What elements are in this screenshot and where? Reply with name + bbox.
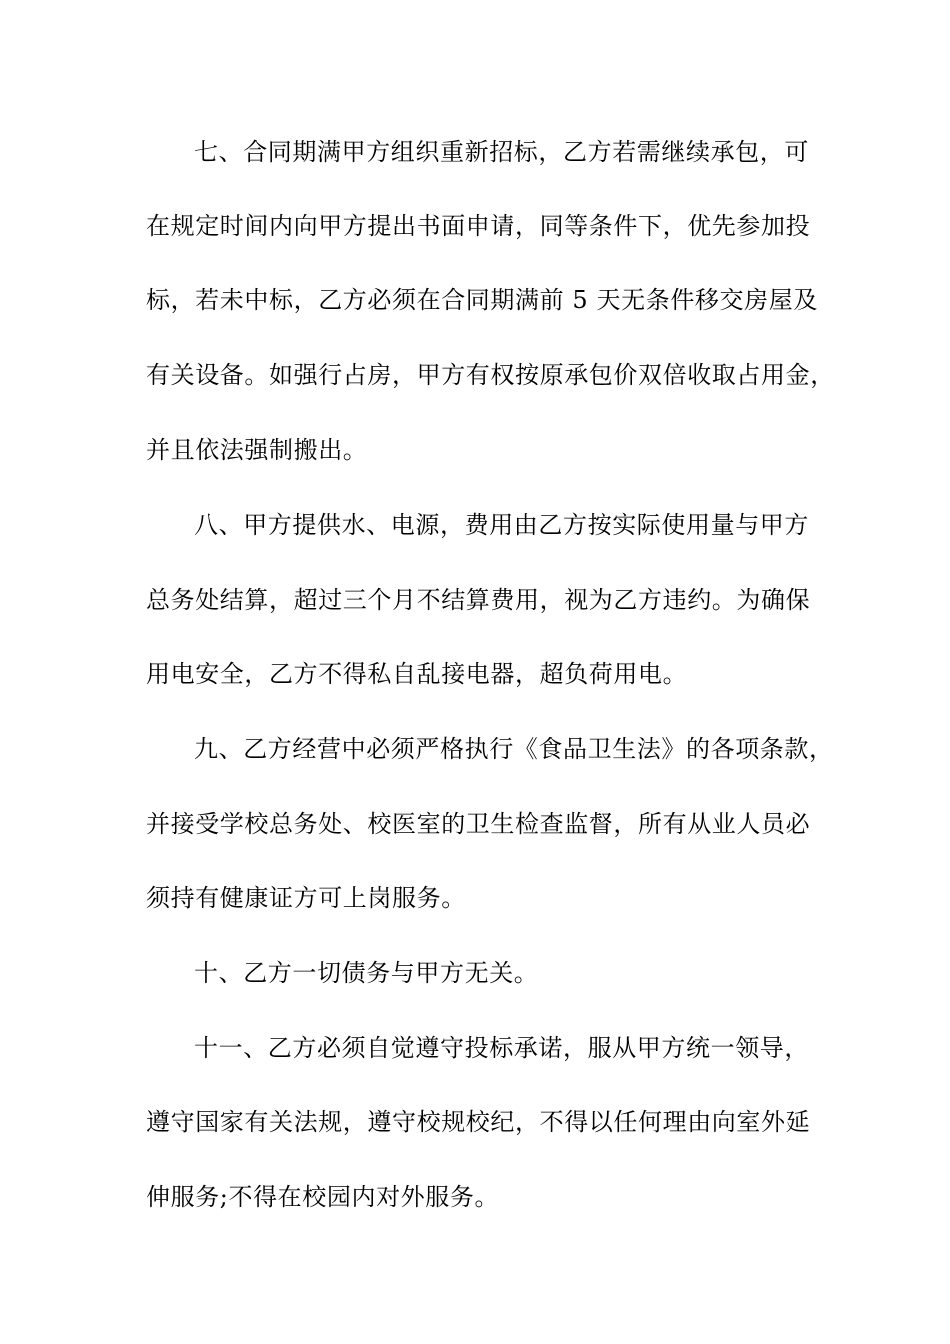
clause-11-line-2: 遵守国家有关法规，遵守校规校纪，不得以任何理由向室外延 (146, 1108, 811, 1136)
clause-11-line-1: 十一、乙方必须自觉遵守投标承诺，服从甲方统一领导， (194, 1034, 809, 1062)
clause-9-line-2: 并接受学校总务处、校医室的卫生检查监督，所有从业人员必 (146, 810, 811, 838)
clause-7-line-4: 有关设备。如强行占房，甲方有权按原承包价双倍收取占用金， (146, 361, 835, 389)
clause-9-line-1: 九、乙方经营中必须严格执行《食品卫生法》的各项条款， (194, 735, 834, 763)
clause-8-line-2: 总务处结算，超过三个月不结算费用，视为乙方违约。为确保 (146, 586, 811, 614)
clause-7-line-2: 在规定时间内向甲方提出书面申请，同等条件下，优先参加投 (146, 212, 811, 240)
clause-9-line-3: 须持有健康证方可上岗服务。 (146, 884, 466, 912)
clause-7-line-3: 标，若未中标，乙方必须在合同期满前 5 天无条件移交房屋及 (146, 286, 818, 314)
clause-10-line-1: 十、乙方一切债务与甲方无关。 (194, 959, 539, 987)
clause-7-line-5: 并且依法强制搬出。 (146, 436, 368, 464)
clause-8-line-3: 用电安全，乙方不得私自乱接电器，超负荷用电。 (146, 660, 688, 688)
clause-11-line-3: 伸服务;不得在校园内对外服务。 (146, 1183, 500, 1211)
clause-8-line-1: 八、甲方提供水、电源，费用由乙方按实际使用量与甲方 (194, 511, 809, 539)
clause-7-line-1: 七、合同期满甲方组织重新招标，乙方若需继续承包，可 (194, 138, 809, 166)
